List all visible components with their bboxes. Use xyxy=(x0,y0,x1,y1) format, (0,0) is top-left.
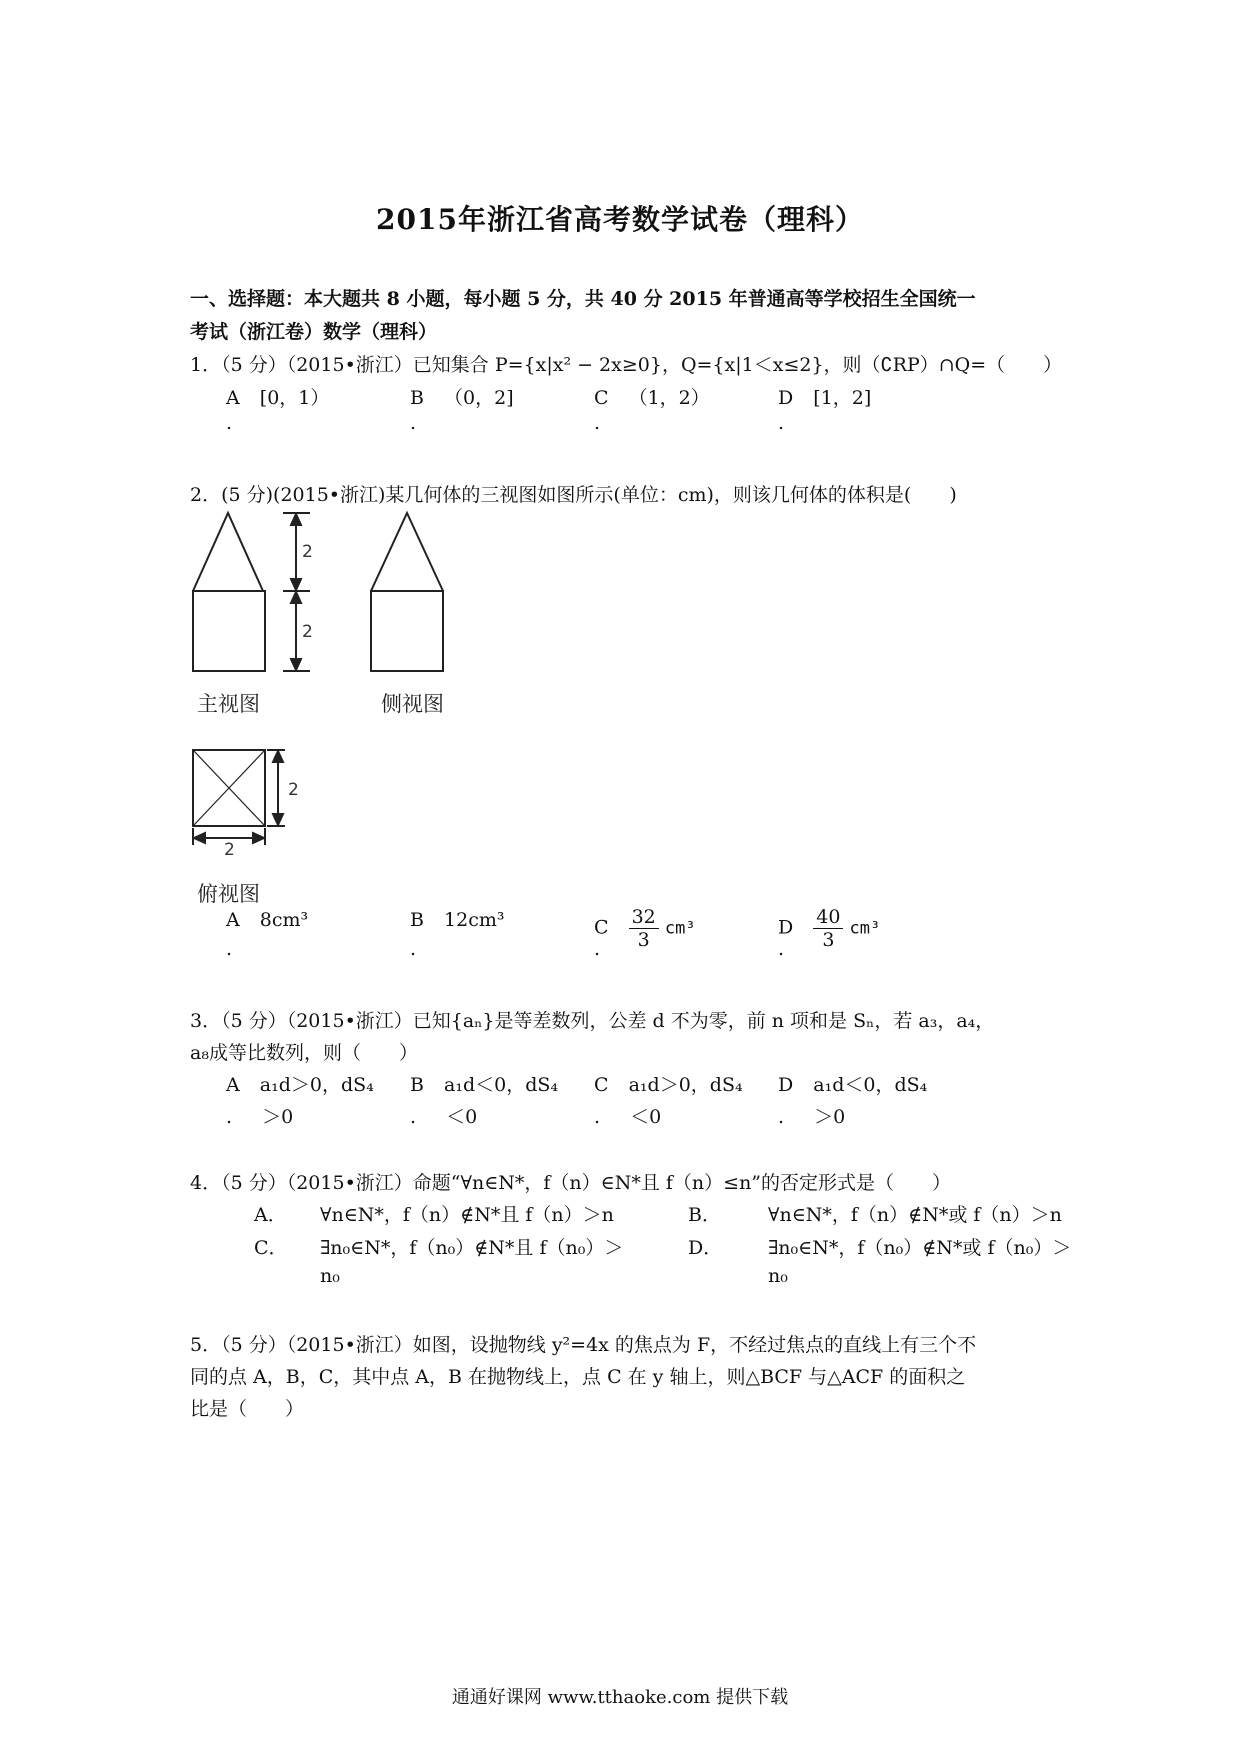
fraction xyxy=(629,906,659,951)
q3-stem-line2: a₈成等比数列，则（ ） xyxy=(190,1042,418,1064)
q1-option-c xyxy=(594,383,710,410)
q2-option-a xyxy=(226,909,308,931)
q3-stem-line1: 3．（5 分）（2015•浙江）已知{aₙ}是等差数列，公差 d 不为零，前 n 项和是 Sₙ，若 a₃，a₄， xyxy=(190,1010,995,1032)
q3-option-b xyxy=(410,1070,558,1097)
option-text: 12cm³ xyxy=(444,909,505,931)
option-dot: . xyxy=(226,938,233,960)
q3-option-c-line2 xyxy=(594,1102,661,1129)
fraction-denominator: 3 xyxy=(822,929,835,951)
three-view-figure xyxy=(185,505,485,855)
q1-option-a xyxy=(226,383,329,410)
option-dot: . xyxy=(594,412,601,434)
q4-stem: 4．（5 分）（2015•浙江）命题“∀n∈N*，f（n）∈N*且 f（n）≤n”的否定形式是（ ） xyxy=(190,1172,952,1194)
option-dot: . xyxy=(778,938,785,960)
dimension-label-2: 2 xyxy=(288,780,299,800)
option-text: （0，2] xyxy=(444,387,514,409)
section-header-line2: 考试（浙江卷）数学（理科） xyxy=(190,321,438,343)
option-letter: B xyxy=(410,909,424,931)
q2-stem: 2．(5 分)(2015•浙江)某几何体的三视图如图所示(单位：cm)，则该几何体的体积是( ) xyxy=(190,484,957,506)
fraction-numerator: 40 xyxy=(813,906,843,929)
option-text-cont: ＜0 xyxy=(630,1106,662,1128)
option-dot: . xyxy=(410,1106,417,1128)
option-text: （1，2） xyxy=(628,387,710,409)
q3-option-a-line2 xyxy=(226,1102,293,1129)
option-text-cont: ＞0 xyxy=(814,1106,846,1128)
q2-option-c xyxy=(594,906,696,951)
fraction-numerator: 32 xyxy=(629,906,659,929)
top-view-dimension-vertical xyxy=(267,750,285,826)
q2-option-b xyxy=(410,909,504,931)
option-text: a₁d＜0，dS₄ xyxy=(444,1074,559,1096)
option-letter: C xyxy=(594,387,609,409)
q4-option-d-text-cont: n₀ xyxy=(768,1265,788,1287)
footer-source: 通通好课网 www.tthaoke.com 提供下载 xyxy=(451,1687,789,1708)
option-dot: . xyxy=(594,1106,601,1128)
page-title: 2015年浙江省高考数学试卷（理科） xyxy=(376,203,864,236)
q4-option-b-text: ∀n∈N*，f（n）∉N*或 f（n）＞n xyxy=(768,1204,1062,1226)
option-dot: . xyxy=(410,938,417,960)
option-letter: B xyxy=(410,1074,424,1096)
side-view-label: 侧视图 xyxy=(381,692,444,716)
option-unit: cm³ xyxy=(664,918,696,939)
front-view xyxy=(193,513,265,671)
q3-option-c xyxy=(594,1070,743,1097)
dimension-label-2: 2 xyxy=(302,542,313,562)
front-view-label: 主视图 xyxy=(197,692,260,716)
q4-option-a-text: ∀n∈N*，f（n）∉N*且 f（n）＞n xyxy=(320,1204,614,1226)
option-letter: A xyxy=(226,1074,240,1096)
fraction-denominator: 3 xyxy=(637,929,650,951)
q5-stem-line1: 5．（5 分）（2015•浙江）如图，设抛物线 y²=4x 的焦点为 F，不经过焦点的直线上有三个不 xyxy=(190,1334,977,1356)
dimension-label-2: 2 xyxy=(224,840,235,855)
option-dot: . xyxy=(410,412,417,434)
option-letter: D xyxy=(778,387,794,409)
option-text: [0，1） xyxy=(259,387,330,409)
option-dot: . xyxy=(226,412,233,434)
q3-option-a xyxy=(226,1070,374,1097)
q2-option-d xyxy=(778,906,880,951)
q1-option-b xyxy=(410,383,514,410)
option-letter: D xyxy=(778,1074,794,1096)
option-letter: B xyxy=(410,387,424,409)
option-text: a₁d＜0，dS₄ xyxy=(813,1074,928,1096)
front-view-dimension xyxy=(283,513,310,671)
option-text: 8cm³ xyxy=(259,909,309,931)
q4-option-b-letter: B． xyxy=(688,1204,721,1226)
section-header-line1: 一、选择题：本大题共 8 小题，每小题 5 分，共 40 分 2015 年普通高等学校招生全国统一 xyxy=(190,288,976,310)
dimension-label-2: 2 xyxy=(302,622,313,642)
q3-option-b-line2 xyxy=(410,1102,477,1129)
q3-option-d xyxy=(778,1070,927,1097)
q4-option-a-letter: A． xyxy=(254,1204,287,1226)
option-dot: . xyxy=(226,1106,233,1128)
q4-option-c-letter: C． xyxy=(254,1237,288,1259)
option-letter: D xyxy=(778,916,794,939)
q5-stem-line2: 同的点 A，B，C，其中点 A，B 在抛物线上，点 C 在 y 轴上，则△BCF 与△ACF 的面积之 xyxy=(190,1366,966,1388)
top-view-label: 俯视图 xyxy=(197,882,260,906)
q1-option-d xyxy=(778,383,871,410)
option-dot: . xyxy=(778,1106,785,1128)
q4-option-c-text-cont: n₀ xyxy=(320,1265,340,1287)
option-dot: . xyxy=(594,938,601,960)
q3-option-d-line2 xyxy=(778,1102,845,1129)
q4-option-d-text: ∃n₀∈N*，f（n₀）∉N*或 f（n₀）＞ xyxy=(768,1237,1072,1259)
fraction xyxy=(813,906,843,951)
q4-option-d-letter: D． xyxy=(688,1237,723,1259)
side-view xyxy=(371,513,443,671)
q1-stem: 1．（5 分）（2015•浙江）已知集合 P={x|x² − 2x≥0}，Q={x|1＜x≤2}，则（∁RP）∩Q=（ ） xyxy=(190,354,1063,376)
q4-option-c-text: ∃n₀∈N*，f（n₀）∉N*且 f（n₀）＞ xyxy=(320,1237,624,1259)
option-unit: cm³ xyxy=(849,918,881,939)
option-text: a₁d＞0，dS₄ xyxy=(628,1074,743,1096)
top-view xyxy=(193,750,265,826)
option-text: [1，2] xyxy=(813,387,872,409)
option-text-cont: ＜0 xyxy=(446,1106,478,1128)
option-letter: A xyxy=(226,387,240,409)
option-text-cont: ＞0 xyxy=(262,1106,294,1128)
option-text: a₁d＞0，dS₄ xyxy=(259,1074,374,1096)
option-dot: . xyxy=(778,412,785,434)
option-letter: A xyxy=(226,909,240,931)
option-letter: C xyxy=(594,1074,609,1096)
option-letter: C xyxy=(594,916,609,939)
q5-stem-line3: 比是（ ） xyxy=(190,1398,305,1420)
